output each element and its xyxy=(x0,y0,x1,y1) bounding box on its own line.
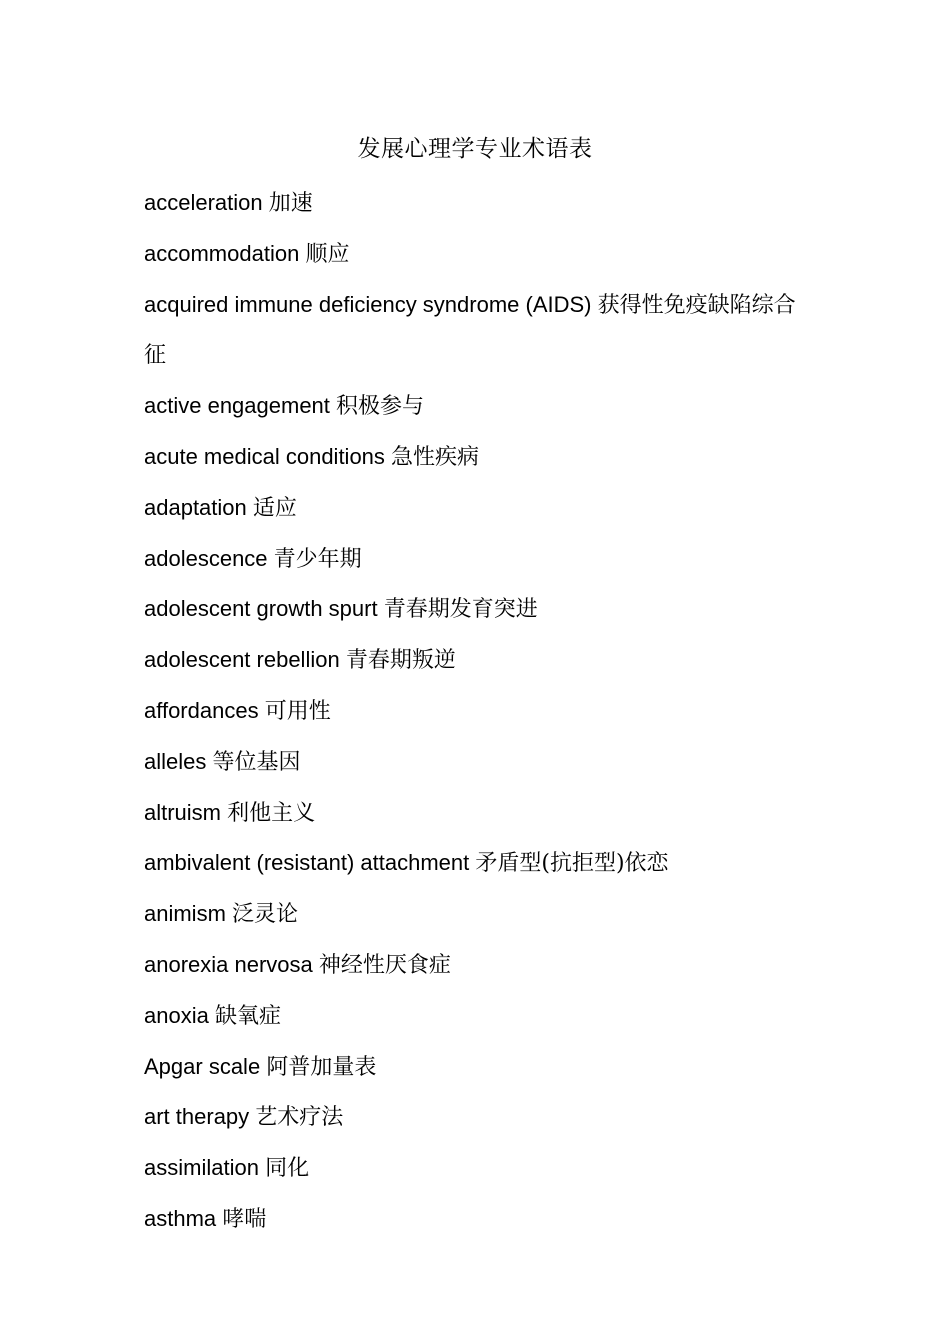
entry-translation: 哮喘 xyxy=(222,1206,267,1232)
entry-term: Apgar scale xyxy=(144,1053,261,1079)
entry-translation: 获得性免疫缺陷综合征 xyxy=(144,292,796,369)
entry-translation: 青少年期 xyxy=(273,546,362,572)
entry-translation: 阿普加量表 xyxy=(266,1054,377,1080)
glossary-entry xyxy=(144,838,809,889)
entry-translation: 急性疾病 xyxy=(391,444,480,470)
entry-translation: 适应 xyxy=(252,495,297,521)
glossary-entry xyxy=(144,940,809,991)
entry-translation: 可用性 xyxy=(264,698,331,724)
glossary-entry xyxy=(144,584,809,635)
glossary-entry xyxy=(144,1194,809,1245)
entry-translation: 顺应 xyxy=(305,241,350,267)
entry-translation: 等位基因 xyxy=(212,749,301,775)
entry-term: adolescence xyxy=(144,545,268,571)
entry-term: alleles xyxy=(144,748,207,774)
entry-translation: 神经性厌食症 xyxy=(318,952,451,978)
entry-translation: 同化 xyxy=(265,1156,310,1182)
glossary-list xyxy=(144,178,809,1245)
entry-term: ambivalent (resistant) attachment xyxy=(144,850,470,876)
entry-term: acute medical conditions xyxy=(144,443,385,469)
entry-term: adaptation xyxy=(144,494,247,520)
entry-term: adolescent rebellion xyxy=(144,647,340,673)
entry-term: assimilation xyxy=(144,1155,259,1181)
entry-translation: 积极参与 xyxy=(336,394,425,420)
glossary-entry xyxy=(144,432,809,483)
entry-term: acceleration xyxy=(144,190,263,215)
glossary-entry xyxy=(144,686,809,737)
glossary-entry xyxy=(144,991,809,1042)
glossary-entry xyxy=(144,483,809,534)
glossary-entry xyxy=(144,1042,809,1093)
glossary-entry xyxy=(144,280,809,382)
entry-translation: 青春期发育突进 xyxy=(383,597,538,623)
entry-term: anoxia xyxy=(144,1002,209,1028)
glossary-entry xyxy=(144,737,809,788)
entry-term: art therapy xyxy=(144,1104,250,1130)
entry-term: adolescent growth spurt xyxy=(144,596,378,622)
glossary-entry xyxy=(144,1143,809,1194)
glossary-entry xyxy=(144,1092,809,1143)
glossary-entry xyxy=(144,635,809,686)
glossary-entry xyxy=(144,534,809,585)
entry-term: asthma xyxy=(144,1205,217,1231)
glossary-entry xyxy=(144,889,809,940)
entry-translation: 青春期叛逆 xyxy=(345,648,456,674)
entry-translation: 泛灵论 xyxy=(232,902,299,928)
entry-term: acquired immune deficiency syndrome (AIDS) xyxy=(144,291,592,317)
entry-translation: 艺术疗法 xyxy=(255,1105,344,1131)
entry-translation: 加速 xyxy=(268,191,313,216)
page-title: 发展心理学专业术语表 xyxy=(357,136,593,162)
glossary-entry xyxy=(144,178,809,229)
entry-term: altruism xyxy=(144,799,222,825)
glossary-entry xyxy=(144,381,809,432)
entry-term: affordances xyxy=(144,697,259,723)
entry-translation: 缺氧症 xyxy=(214,1003,281,1029)
entry-term: animism xyxy=(144,901,226,927)
entry-translation: 利他主义 xyxy=(227,800,316,826)
entry-translation: 矛盾型(抗拒型)依恋 xyxy=(475,851,669,877)
entry-term: active engagement xyxy=(144,393,330,419)
glossary-entry xyxy=(144,229,809,280)
glossary-entry xyxy=(144,788,809,839)
entry-term: accommodation xyxy=(144,240,300,266)
entry-term: anorexia nervosa xyxy=(144,951,313,977)
